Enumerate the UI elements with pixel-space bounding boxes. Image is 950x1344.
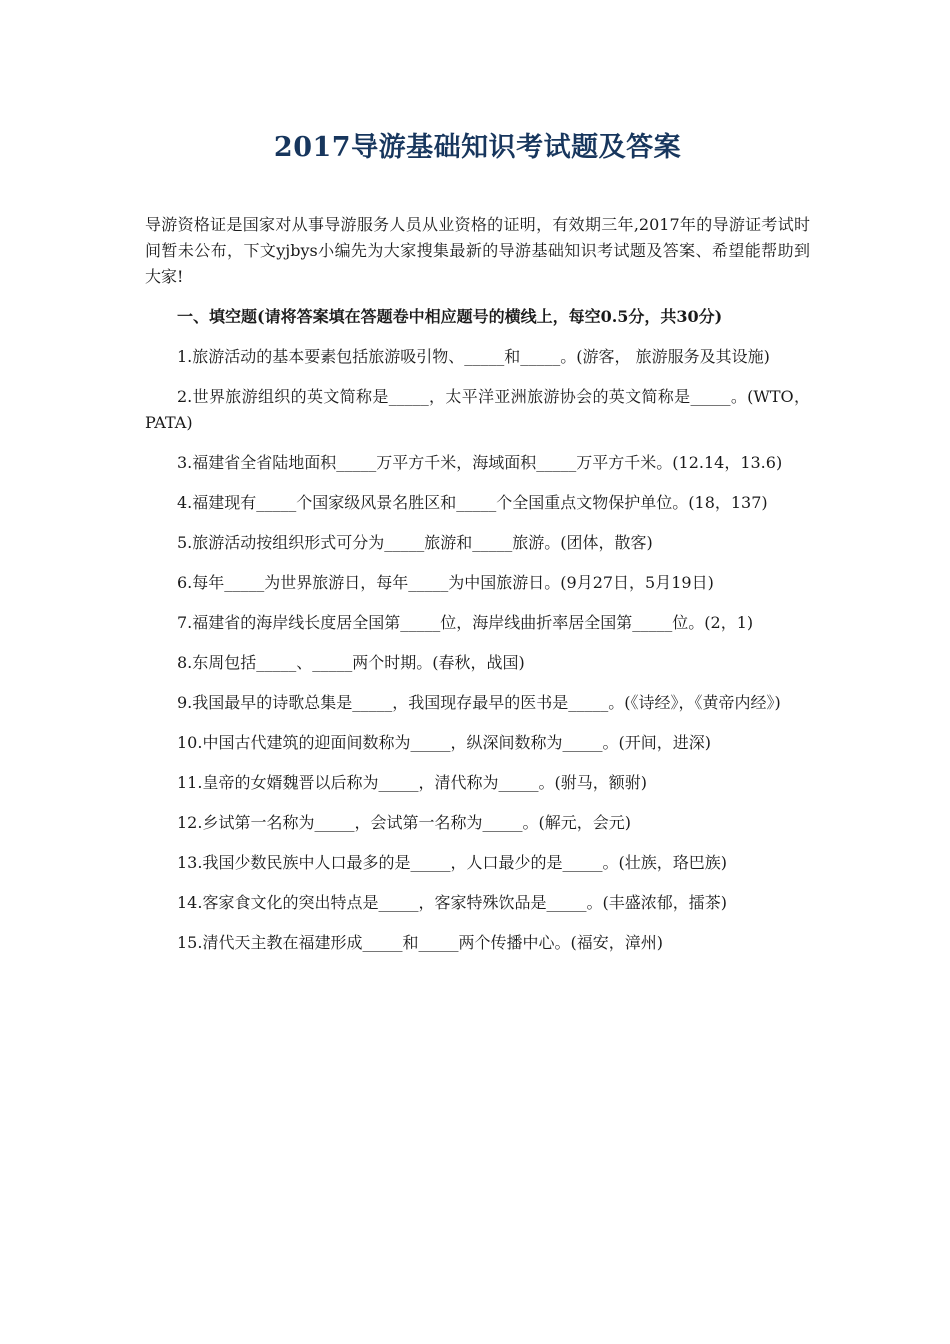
section-heading: 一、填空题(请将答案填在答题卷中相应题号的横线上，每空0.5分，共30分) bbox=[177, 307, 723, 326]
question-item: 6.每年_____为世界旅游日，每年_____为中国旅游日。(9月27日，5月19日) bbox=[177, 573, 714, 592]
question-item: 15.清代天主教在福建形成_____和_____两个传播中心。(福安，漳州) bbox=[177, 933, 663, 952]
intro-paragraph: 导游资格证是国家对从事导游服务人员从业资格的证明，有效期三年,2017年的导游证考试时间暂未公布，下文yjbys小编先为大家搜集最新的导游基础知识考试题及答案、希望能帮助到大家! bbox=[145, 215, 810, 286]
question-item: 5.旅游活动按组织形式可分为_____旅游和_____旅游。(团体，散客) bbox=[177, 533, 653, 552]
question-item: 9.我国最早的诗歌总集是_____，我国现存最早的医书是_____。(《诗经》，《黄帝内经》) bbox=[177, 693, 781, 712]
question-item: 3.福建省全省陆地面积_____万平方千米，海域面积_____万平方千米。(12.14，13.6) bbox=[177, 453, 783, 472]
question-item: 4.福建现有_____个国家级风景名胜区和_____个全国重点文物保护单位。(18，137) bbox=[177, 493, 768, 512]
question-item: 1.旅游活动的基本要素包括旅游吸引物、_____和_____。(游客， 旅游服务及其设施) bbox=[177, 347, 770, 366]
question-item: 8.东周包括_____、_____两个时期。(春秋，战国) bbox=[177, 653, 525, 672]
question-item: 12.乡试第一名称为_____，会试第一名称为_____。(解元，会元) bbox=[177, 813, 631, 832]
question-item: 13.我国少数民族中人口最多的是_____，人口最少的是_____。(壮族，珞巴族) bbox=[177, 853, 727, 872]
question-item: 7.福建省的海岸线长度居全国第_____位，海岸线曲折率居全国第_____位。(2，1) bbox=[177, 613, 754, 632]
question-item: 10.中国古代建筑的迎面间数称为_____，纵深间数称为_____。(开间，进深) bbox=[177, 733, 711, 752]
question-item: 11.皇帝的女婿魏晋以后称为_____，清代称为_____。(驸马，额驸) bbox=[177, 773, 647, 792]
question-item: 14.客家食文化的突出特点是_____，客家特殊饮品是_____。(丰盛浓郁，擂茶) bbox=[177, 893, 727, 912]
document-body bbox=[145, 212, 810, 970]
question-item: 2.世界旅游组织的英文简称是_____，太平洋亚洲旅游协会的英文简称是_____。(WTO，PATA) bbox=[145, 387, 810, 432]
document-title: 2017导游基础知识考试题及答案 bbox=[273, 132, 682, 163]
